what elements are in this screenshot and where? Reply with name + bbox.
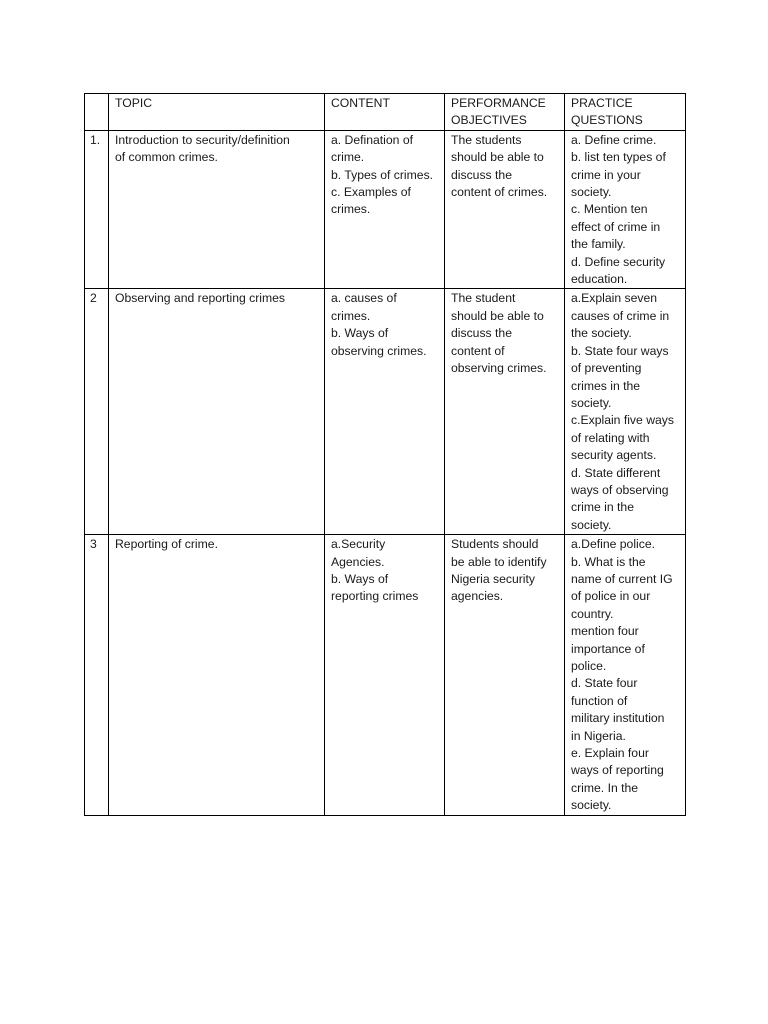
row-number: 1. [85, 130, 109, 289]
cell-line: society. [571, 517, 612, 532]
header-line: OBJECTIVES [451, 113, 527, 128]
cell-line: observing crimes. [331, 343, 427, 358]
cell-line: crime. [331, 150, 365, 165]
cell-line: The students [451, 132, 522, 147]
cell-line: mention four [571, 624, 639, 639]
practice-questions-cell [565, 535, 686, 816]
cell-line: d. State different [571, 465, 661, 480]
header-number-cell [85, 94, 109, 131]
cell-line: effect of crime in [571, 219, 661, 234]
cell-line: a.Define police. [571, 537, 656, 552]
cell-line: b. What is the [571, 554, 646, 569]
cell-line: c. Mention ten [571, 202, 648, 217]
table-row [85, 289, 686, 535]
header-line: PERFORMANCE [451, 96, 546, 110]
cell-line: a. causes of [331, 291, 397, 306]
cell-line: ways of reporting [571, 763, 664, 778]
header-topic: TOPIC [109, 94, 325, 131]
cell-line: the family. [571, 237, 626, 252]
cell-line: should be able to [451, 308, 544, 323]
cell-line: e. Explain four [571, 746, 649, 761]
cell-line: ways of observing [571, 482, 669, 497]
cell-line: police. [571, 659, 607, 673]
cell-line: b. list ten types of [571, 150, 666, 165]
cell-line: agencies. [451, 589, 504, 604]
cell-line: a.Security [331, 537, 386, 552]
header-practice-questions [565, 94, 686, 131]
cell-line: b. Ways of [331, 326, 389, 341]
cell-line: a.Explain seven [571, 291, 658, 306]
performance-objectives-cell [445, 535, 565, 816]
cell-line: crime. In the [571, 780, 639, 795]
performance-objectives-cell [445, 130, 565, 289]
cell-line: the society. [571, 326, 632, 341]
cell-line: Reporting of crime. [115, 537, 218, 552]
header-line: PRACTICE [571, 96, 633, 110]
topic-cell [109, 289, 325, 535]
topic-cell [109, 535, 325, 816]
cell-line: crimes. [331, 308, 371, 323]
cell-line: discuss the [451, 326, 512, 341]
header-line: QUESTIONS [571, 113, 643, 128]
topic-cell [109, 130, 325, 289]
cell-line: b. State four ways [571, 343, 669, 358]
scheme-of-work-table [84, 93, 686, 816]
cell-line: Nigeria security [451, 571, 535, 586]
cell-line: crime in your [571, 167, 641, 182]
header-performance-objectives [445, 94, 565, 131]
cell-line: Introduction to security/definition [115, 132, 290, 147]
cell-line: importance of [571, 641, 645, 656]
content-cell [325, 289, 445, 535]
cell-line: reporting crimes [331, 589, 419, 604]
table-header-row [85, 94, 686, 131]
cell-line: function of [571, 693, 628, 708]
cell-line: c.Explain five ways [571, 413, 674, 428]
cell-line: a. Defination of [331, 132, 413, 147]
cell-line: crimes. [331, 202, 371, 217]
cell-line: content of crimes. [451, 185, 548, 200]
practice-questions-cell [565, 130, 686, 289]
cell-line: crimes in the [571, 378, 641, 393]
cell-line: education. [571, 272, 628, 287]
cell-line: discuss the [451, 167, 512, 182]
content-cell [325, 130, 445, 289]
cell-line: Agencies. [331, 554, 385, 569]
cell-line: of common crimes. [115, 150, 218, 165]
performance-objectives-cell [445, 289, 565, 535]
cell-line: c. Examples of [331, 185, 411, 200]
cell-line: d. Define security [571, 254, 666, 269]
cell-line: Observing and reporting crimes [115, 291, 286, 306]
cell-line: security agents. [571, 448, 657, 463]
cell-line: society. [571, 185, 612, 200]
practice-questions-cell [565, 289, 686, 535]
cell-line: causes of crime in [571, 308, 670, 323]
cell-line: observing crimes. [451, 361, 547, 376]
cell-line: of police in our [571, 589, 651, 604]
cell-line: The student [451, 291, 516, 306]
cell-line: a. Define crime. [571, 132, 657, 147]
cell-line: military institution [571, 711, 665, 726]
row-number: 3 [85, 535, 109, 816]
cell-line: should be able to [451, 150, 544, 165]
cell-line: society. [571, 395, 612, 410]
table-row [85, 535, 686, 816]
cell-line: be able to identify [451, 554, 547, 569]
table-row [85, 130, 686, 289]
cell-line: of relating with [571, 430, 650, 445]
cell-line: Students should [451, 537, 539, 552]
cell-line: b. Ways of [331, 571, 389, 586]
cell-line: crime in the [571, 500, 634, 515]
cell-line: name of current IG [571, 571, 673, 586]
cell-line: in Nigeria. [571, 728, 626, 743]
cell-line: b. Types of crimes. [331, 167, 434, 182]
row-number: 2 [85, 289, 109, 535]
cell-line: country. [571, 606, 614, 621]
content-cell [325, 535, 445, 816]
cell-line: society. [571, 798, 612, 813]
header-content: CONTENT [325, 94, 445, 131]
cell-line: of preventing [571, 361, 642, 376]
cell-line: d. State four [571, 676, 638, 691]
cell-line: content of [451, 343, 505, 358]
